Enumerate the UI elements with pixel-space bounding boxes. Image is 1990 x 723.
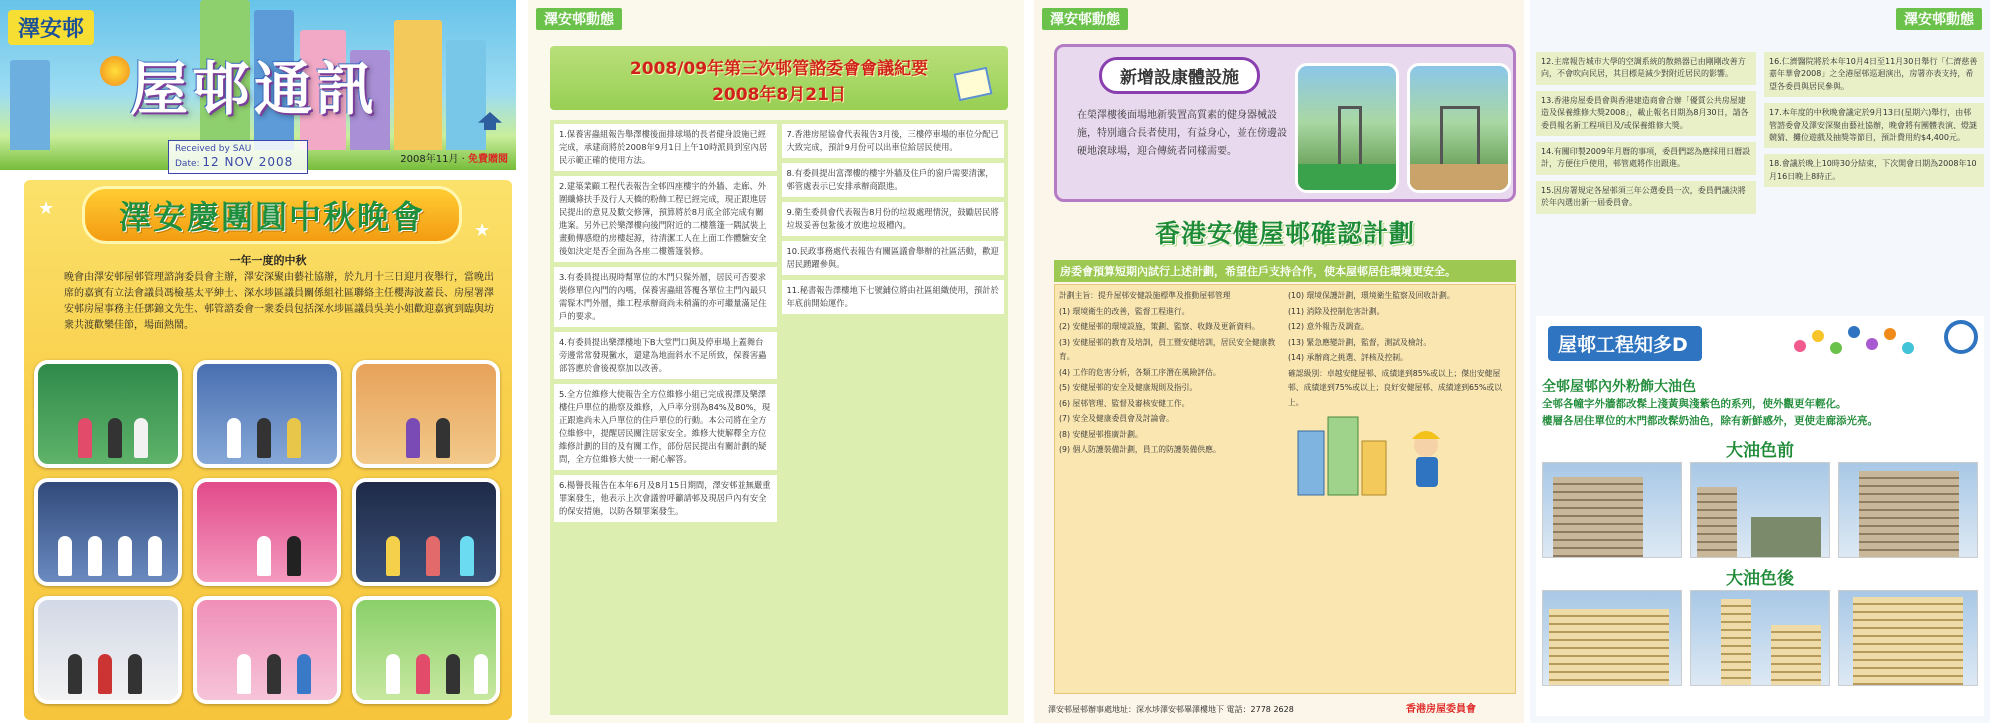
minutes-item: 18.會議於晚上10時30分結束，下次開會日期為2008年10月16日晚上8時正。: [1764, 154, 1984, 187]
minutes-continued-left: [1536, 52, 1756, 310]
minutes-item: 4.有委員提出樂澤樓地下B大堂門口與及停車場上蓋舞台旁邊常常發現黴水，還建為地面斜水不足所致，保養害蟲部答應於會後視察加以改善。: [554, 332, 777, 379]
decoration-dots-icon: [1794, 320, 1944, 360]
festival-photo: [34, 360, 182, 468]
section-tag: 澤安邨動態: [1042, 8, 1128, 30]
building-photo: [1542, 462, 1682, 558]
after-photo-row: [1542, 590, 1978, 686]
minutes-item: 1.保養害蟲組報告舉澤樓後面排球場的長者健身設施已經完成，承建商將於2008年9月1日上午10時派員到室內居民示範正確的使用方法。: [554, 124, 777, 171]
issue-date: 2008年11月: [400, 154, 459, 165]
issue-date-line: 2008年11月 · 免費贈閱: [400, 154, 508, 165]
minutes-continued-right: [1764, 52, 1984, 310]
festival-photo-grid: [34, 360, 504, 704]
festival-photo: [352, 478, 500, 586]
minutes-column-right: [782, 124, 1005, 711]
building-photo: [1690, 590, 1830, 686]
minutes-body: [550, 120, 1008, 715]
minutes-item: 17.本年度的中秋晚會議定於9月13日(星期六)舉行，由邨管諮委會及澤安深聚由藝社協辦，晚會將有團體表演、燈謎競猜、攤位遊戲及抽獎等節目，預計費用約$4,400元。: [1764, 103, 1984, 148]
minutes-item: 15.因房署規定各屋邨須三年公選委員一次，委員們議決將於年內選出新一屆委員會。: [1536, 181, 1756, 214]
minutes-item: 2.建築業顧工程代表報告全邨四座樓宇的外牆、走廊、外圍纖條扶手及行人天橋的粉飾工程已經完成，現正跟進居民提出的意見及數交修簿，預算將於8月底全部完成有關進案。另外已於樂澤樓向後門附近的二樓簷篷一隅試裝上畫動傳感燈的房樓起源，待清潔工人在上面工作體驗安全後如決定是否全面為各座二樓簷篷裝修。: [554, 176, 777, 262]
stamp-date-label: Date:: [175, 159, 200, 169]
plan-item: (1) 環境衛生的改善，監督工程進行。: [1059, 306, 1190, 316]
after-painting-label: 大油色後: [1726, 569, 1794, 589]
festival-photo: [193, 360, 341, 468]
building-photo: [1838, 590, 1978, 686]
stamp-received-by: Received by SAU: [175, 144, 252, 154]
minutes-item: 12.主席報告城市大學的空調系統的散熱器已由剛剛改善方向，不會吹向民居，其目標是減少對附近居民的影響。: [1536, 52, 1756, 85]
building-photo: [1838, 462, 1978, 558]
festival-banner: [82, 186, 462, 244]
minutes-item: 14.有關印製2009年月曆的事項，委員們認為應採用日曆設計，方便住戶使用，邨管處將作出跟進。: [1536, 142, 1756, 175]
minutes-item: 16.仁濟醫院將於本年10月4日至11月30日舉行「仁濟慈善嘉年華會2008」之全港屋邨巡迴演出，房署亦表支持，希望各委員與居民參與。: [1764, 52, 1984, 97]
festival-photo: [34, 596, 182, 704]
plan-item: (9) 個人防護裝備計劃，員工的防護裝備供應。: [1059, 445, 1221, 454]
festival-photo: [352, 596, 500, 704]
festival-photo: [352, 360, 500, 468]
star-icon: ★: [474, 220, 491, 241]
plan-item: (5) 安健屋邨的安全及健康規則及指引。: [1059, 383, 1198, 392]
plan-item: (4) 工作的危害分析，各類工序潛在風險評估。: [1059, 367, 1221, 377]
minutes-item: 7.香港房屋協會代表報告3月後，三樓停車場的車位分配已大致完成，預計9月份可以出車位給居民使用。: [782, 124, 1005, 158]
minutes-title-box: [550, 46, 1008, 110]
stamp-date: 12 NOV 2008: [202, 155, 294, 169]
minutes-item: 11.秘書報告澤樓地下七號鋪位將由社區組織使用，預計於年底前開始運作。: [782, 280, 1005, 314]
minutes-item: 6.楊譽長報告在本年6月及8月15日期間，澤安邨並無嚴重罪案發生，他表示上次會議曾呼籲請邨及現居戶內有安全的保安措施，以防各類罪案發生。: [554, 475, 777, 522]
newsletter-cover: [0, 0, 516, 723]
plan-item: 計劃主旨：提升屋邨安健設施標準及推動屋邨管理: [1059, 291, 1231, 300]
sun-icon: [100, 56, 130, 86]
fitness-photo: [1407, 63, 1511, 193]
mid-autumn-festival-section: [24, 180, 512, 720]
healthy-estate-column-right: [1288, 289, 1511, 689]
plan-item: (14) 承辦商之挑選、評核及控制。: [1288, 353, 1408, 362]
plan-item: (2) 安健屋邨的環境設施，策劃、監察、收錄及更新資料。: [1059, 322, 1260, 331]
knowledge-line: 樓層各居住單位的木門都改髹奶油色，除有新鮮感外，更使走廊添光亮。: [1542, 415, 1878, 427]
minutes-date: 2008年8月21日: [712, 85, 846, 105]
healthy-estate-subtitle: 房委會預算短期內試行上述計劃，希望住戶支持合作，使本屋邨居住環境更安全。: [1054, 260, 1516, 282]
knowledge-title: 屋邨工程知多D: [1548, 326, 1702, 361]
minutes-title: 2008/09年第三次邨管諮委會會議紀要: [629, 59, 929, 79]
plan-item: (13) 緊急應變計劃，監督，測試及檢討。: [1288, 337, 1432, 347]
plan-item: (10) 環境保護計劃，環境衛生監察及回收計劃。: [1288, 291, 1455, 300]
minutes-column-left: [554, 124, 777, 711]
section-tag: 澤安邨動態: [1896, 8, 1982, 30]
healthy-estate-body: [1054, 284, 1516, 694]
plan-item: (12) 意外報告及調查。: [1288, 322, 1369, 331]
festival-photo: [193, 478, 341, 586]
festival-photo: [193, 596, 341, 704]
plan-item: (6) 屋邨管理、監督及審核安健工作。: [1059, 398, 1190, 408]
building-photo: [1542, 590, 1682, 686]
before-photo-row: [1542, 462, 1978, 558]
fitness-text: 在榮澤樓後面場地新裝置高質素的健身器械設施，特別適合長者使用，有益身心，並在傍邊設硬地滾球場，迎合傳統者同樣需要。: [1077, 110, 1287, 157]
minutes-item: 3.有委員提出現時幫單位的木門只髹外層，居民可否要求裝修單位內門的內嗎，保養害蟲組答覆各單位主門內最只需髹木門外層，維工程承辦商尚未稍滿的亦可繼量滿足住戶的要求。: [554, 267, 777, 327]
festival-title: 澤安慶團圓中秋晚會: [118, 198, 425, 236]
knowledge-line: 全邨各幢字外牆都改髹上淺黃與淺紫色的系列，使外觀更年輕化。: [1542, 398, 1847, 410]
plan-item: (8) 安健屋邨推廣計劃。: [1059, 429, 1143, 439]
before-painting-label: 大油色前: [1726, 441, 1794, 461]
minutes-item: 10.民政事務處代表報告有關區議會舉辦的社區活動，歡迎居民踴躍參與。: [782, 241, 1005, 275]
plan-item: (11) 消除及控制危害計劃。: [1288, 306, 1385, 316]
healthy-estate-column-left: [1059, 289, 1282, 689]
estate-works-knowledge: [1536, 316, 1984, 716]
festival-subtitle: 一年一度的中秋: [229, 254, 307, 267]
minutes-item: 5.全方位維修大使報告全方位維修小組已完成視澤及樂澤樓住戶單位的勘察及維修，入戶率分別為84%及80%，現正跟進尚未入戶單位的住戶單位的行動。本公司將在全方位維修中，提醒居民關注居家安全。維修大使解釋全方位維修計劃的目的及有關工作，部份居民提出有關計劃的疑問，全方位維修大使一一耐心解答。: [554, 384, 777, 470]
masthead-title: 屋邨通訊: [130, 55, 379, 123]
brand-label: 澤安邨: [8, 10, 94, 45]
plan-item: 確認級別：卓越安健屋邨、成績達到85%或以上；傑出安健屋邨、成績達到75%或以上；良好安健屋邨、成績達到65%或以上。: [1288, 368, 1502, 407]
building-photo: [1690, 462, 1830, 558]
fitness-facilities-box: [1054, 44, 1516, 202]
magnifier-icon: [1944, 320, 1978, 354]
fitness-photo: [1295, 63, 1399, 193]
estate-news-page: [1034, 0, 1524, 723]
festival-body: 晚會由澤安邨屋邨管理諮詢委員會主辦，澤安深聚由藝社協辦，於九月十三日迎月夜舉行，當晚出席的嘉賓有立法會議員馮檢基太平紳士、深水埗區議員關係組社區聯絡主任櫻海波蓋長、房屋署澤安邨房屋事務主任鄧錦文先生、邨管諮委會一衆委員包括深水埗區議員吳美小姐歡迎嘉賓到臨與坊衆共渡歡樂佳節，場面熱鬧。: [64, 272, 494, 331]
plan-item: (3) 安健屋邨的教育及培訓，員工暨安健培訓，居民安全健康教育。: [1059, 337, 1276, 361]
minutes-item: 9.衛生委員會代表報告8月份的垃圾處理情況，鼓勵居民將垃圾妥善包紮後才放進垃圾槽內。: [782, 202, 1005, 236]
minutes-continued: [1536, 52, 1984, 310]
knowledge-heading: 全邨屋邨內外粉飾大油色: [1542, 379, 1696, 395]
star-icon: ★: [38, 198, 55, 219]
received-stamp: [168, 140, 308, 174]
healthy-estate-title: 香港安健屋邨確認計劃: [1154, 219, 1415, 248]
meeting-minutes-page: [528, 0, 1024, 723]
fitness-title: 新增設康體設施: [1099, 57, 1260, 94]
plan-item: (7) 安全及健康委員會及討論會。: [1059, 414, 1174, 423]
minutes-continued-page: [1530, 0, 1990, 723]
issue-tag: 免費贈閱: [468, 154, 508, 165]
festival-photo: [34, 478, 182, 586]
office-address: 澤安邨屋邨辦事處地址：深水埗澤安邨畢澤樓地下 電話：2778 2628: [1048, 705, 1294, 714]
section-tag: 澤安邨動態: [536, 8, 622, 30]
worker-illustration-icon: [1288, 411, 1468, 501]
minutes-item: 8.有委員提出富澤樓的樓宇外牆及住戶的窗戶需要清潔，邨管處表示已安排承辦商跟進。: [782, 163, 1005, 197]
minutes-item: 13.香港房屋委員會與香港建造商會合辦「優質公共房屋建造及保養維修大獎2008」，載止報名日期為8月30日，請各委員報名新工程項目及/或保養維修大獎。: [1536, 91, 1756, 136]
housing-authority-footer-logo: 香港房屋委員會: [1406, 704, 1476, 715]
